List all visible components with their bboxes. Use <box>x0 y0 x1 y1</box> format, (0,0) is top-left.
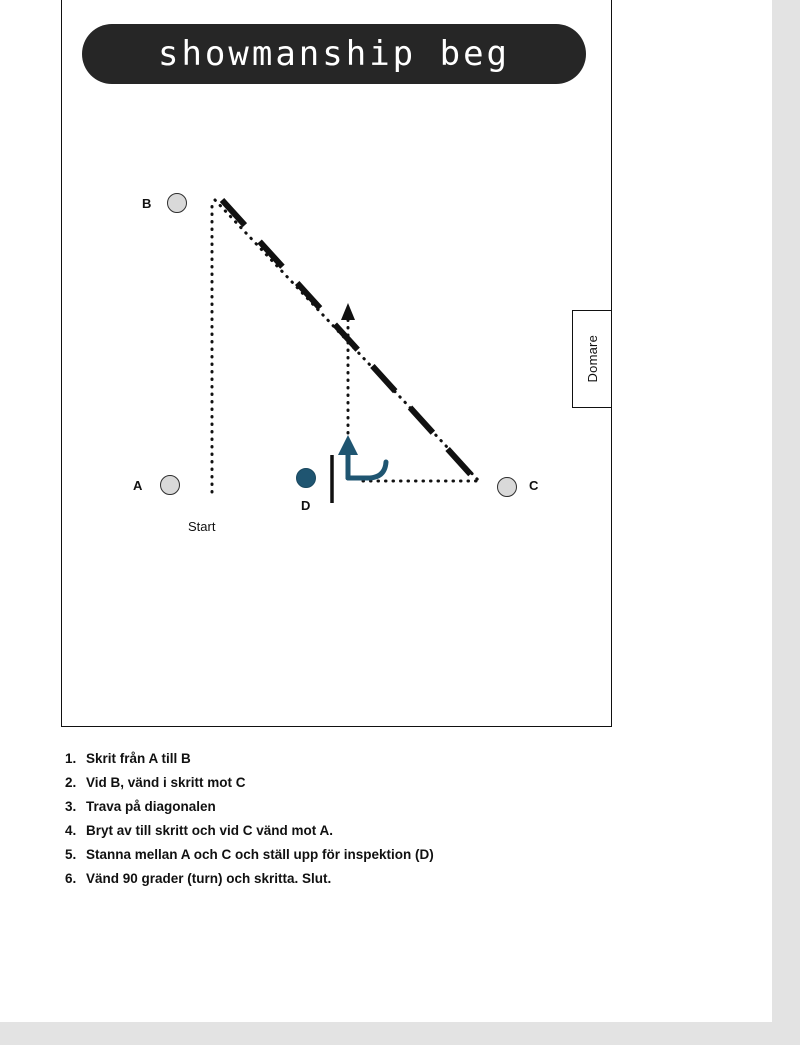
pattern-title-pill <box>82 24 586 84</box>
page-background-right <box>772 0 800 1045</box>
marker-d-label: D <box>301 498 311 513</box>
arena-box <box>61 0 612 727</box>
marker-d <box>296 468 316 488</box>
marker-a-label: A <box>133 478 143 493</box>
pattern-title-text: showmanship beg <box>157 34 511 74</box>
marker-c <box>497 477 517 497</box>
marker-a <box>160 475 180 495</box>
list-item: 6. Vänd 90 grader (turn) och skritta. Slut. <box>80 872 676 886</box>
page-background-bottom <box>0 1022 772 1045</box>
list-item: 1. Skrit från A till B <box>80 752 676 766</box>
list-item: 3. Trava på diagonalen <box>80 800 676 814</box>
instruction-list <box>56 752 676 896</box>
marker-c-label: C <box>529 478 539 493</box>
marker-b-label: B <box>142 196 152 211</box>
list-item: 2. Vid B, vänd i skritt mot C <box>80 776 676 790</box>
judge-box <box>572 310 612 408</box>
start-label: Start <box>188 519 216 534</box>
judge-label: Domare <box>584 335 600 383</box>
list-item: 5. Stanna mellan A och C och ställ upp för inspektion (D) <box>80 848 676 862</box>
list-item: 4. Bryt av till skritt och vid C vänd mot A. <box>80 824 676 838</box>
marker-b <box>167 193 187 213</box>
